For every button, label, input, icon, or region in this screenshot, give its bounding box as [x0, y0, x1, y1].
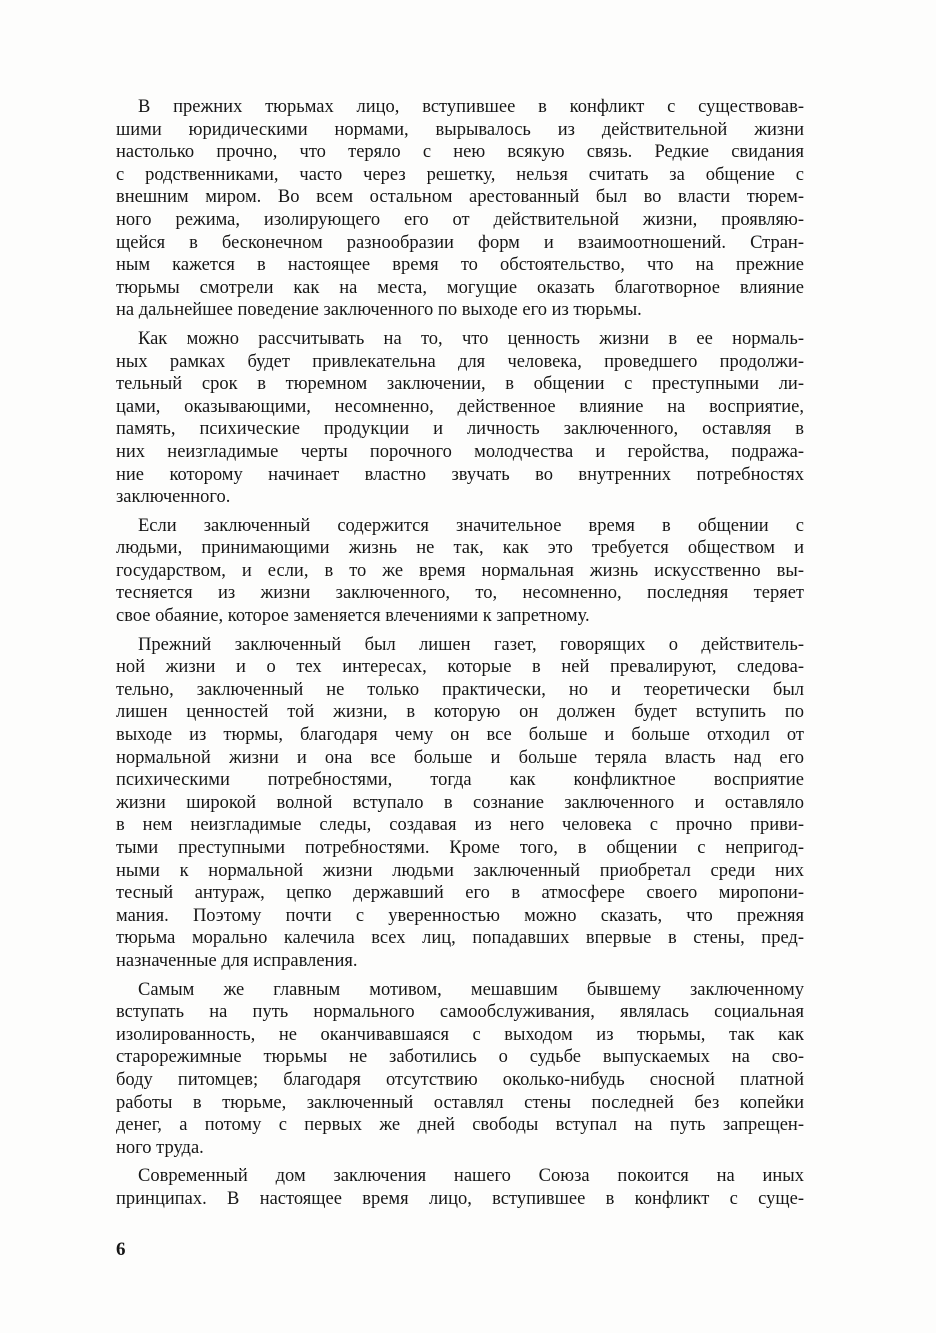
text-line: с родственниками, часто через решетку, нельзя считать за общение с — [116, 164, 804, 185]
paragraph — [116, 328, 804, 509]
text-line: ного режима, изолирующего его от действительной жизни, проявляю- — [116, 209, 804, 230]
text-line: лишен ценностей той жизни, в которую он должен будет вступить по — [116, 702, 804, 723]
text-line: ного труда. — [116, 1137, 204, 1158]
text-line: настолько прочно, что теряло с нею всякую связь. Редкие свидания — [116, 142, 804, 163]
text-line: денег, а потому с первых же дней свободы вступал на путь запрещен- — [116, 1115, 804, 1136]
paragraph — [116, 979, 804, 1160]
body-text — [116, 96, 804, 1211]
paragraph — [116, 96, 804, 322]
text-line: щейся в бесконечном разнообразии форм и взаимоотношений. Стран- — [116, 232, 804, 253]
text-line: В прежних тюрьмах лицо, вступившее в конфликт с существовав- — [138, 97, 804, 117]
text-line: государством, и если, в то же время нормальная жизнь искусственно вы- — [116, 560, 804, 581]
text-line: них неизгладимые черты порочного молодчества и геройства, подража- — [116, 441, 804, 462]
text-line: в нем неизгладимые следы, создавая из него человека с прочно приви- — [116, 815, 804, 836]
text-line: тюрьма морально калечила всех лиц, попадавших впервые в стены, пред- — [116, 928, 804, 949]
text-line: Если заключенный содержится значительное время в общении с — [138, 515, 804, 536]
text-line: ным кажется в настоящее время то обстоятельство, что на прежние — [116, 255, 804, 276]
page-number: 6 — [116, 1239, 126, 1260]
text-line: тесняется из жизни заключенного, то, несомненно, последняя теряет — [116, 583, 804, 604]
text-line: старорежимные тюрьмы не заботились о судьбе выпускаемых на сво- — [116, 1047, 804, 1068]
text-line: память, психические продукции и личность заключенного, оставляя в — [116, 419, 804, 440]
text-line: свое обаяние, которое заменяется влечениями к запретному. — [116, 606, 590, 627]
text-line: нормальной жизни и она все больше и больше теряла власть над его — [116, 747, 804, 768]
text-line: тесный антураж, цепко державший его в атмосфере своего миропони- — [116, 883, 804, 904]
text-line: тельный срок в тюремном заключении, в общении с преступными ли- — [116, 374, 804, 395]
text-line: ных рамках будет привлекательна для человека, проведшего продолжи- — [116, 351, 804, 372]
text-line: ние которому начинает властно звучать во внутренних потребностях — [116, 464, 804, 485]
text-line: Прежний заключенный был лишен газет, говорящих о действитель- — [138, 634, 804, 655]
paragraph — [116, 1165, 804, 1210]
text-line: тыми преступными потребностями. Кроме того, в общении с непригод- — [116, 838, 804, 858]
paragraph — [116, 634, 804, 973]
text-line: Современный дом заключения нашего Союза покоится на иных — [138, 1166, 804, 1187]
text-line: психическими потребностями, тогда как конфликтное восприятие — [116, 770, 804, 791]
text-line: жизни широкой волной вступало в сознание заключенного и оставляло — [116, 792, 804, 813]
text-line: цами, оказывающими, несомненно, действенное влияние на восприятие, — [116, 396, 804, 417]
text-line: выходе из тюрмы, благодаря чему он все больше и больше отходил от — [116, 725, 804, 746]
text-line: тюрьмы смотрели как на места, могущие оказать благотворное влияние — [116, 277, 804, 298]
text-line: заключенного. — [116, 487, 231, 508]
text-line: ными к нормальной жизни людьми заключенный приобретал среди них — [116, 860, 804, 881]
text-line: внешним миром. Во всем остальном арестованный был во власти тюрем- — [116, 187, 804, 208]
text-line: на дальнейшее поведение заключенного по выходе его из тюрьмы. — [116, 300, 642, 321]
text-line: работы в тюрьме, заключенный оставлял стены последней без копейки — [116, 1092, 804, 1113]
text-line: тельно, заключенный не только практически, но и теоретически был — [116, 679, 804, 700]
text-line: боду питомцев; благодаря отсутствию околько-нибудь сносной платной — [116, 1069, 804, 1090]
text-line: принципах. В настоящее время лицо, вступившее в конфликт с суще- — [116, 1188, 804, 1209]
text-line: мания. Поэтому почти с уверенностью можно сказать, что прежняя — [116, 905, 804, 926]
text-line: Самым же главным мотивом, мешавшим бывшему заключенному — [138, 979, 804, 1000]
text-line: людьми, принимающими жизнь не так, как это требуется обществом и — [116, 538, 804, 559]
text-line: ной жизни и о тех интересах, которые в ней превалируют, следова- — [116, 657, 804, 678]
text-line: вступать на путь нормального самообслуживания, являлась социальная — [116, 1002, 804, 1023]
text-line: назначенные для исправления. — [116, 950, 358, 971]
paragraph — [116, 515, 804, 628]
text-line: шими юридическими нормами, вырывалось из действительной жизни — [116, 119, 804, 140]
text-line: Как можно рассчитывать на то, что ценность жизни в ее нормаль- — [138, 328, 804, 349]
text-line: изолированность, не оканчивавшаяся с выходом из тюрьмы, так как — [116, 1024, 804, 1045]
